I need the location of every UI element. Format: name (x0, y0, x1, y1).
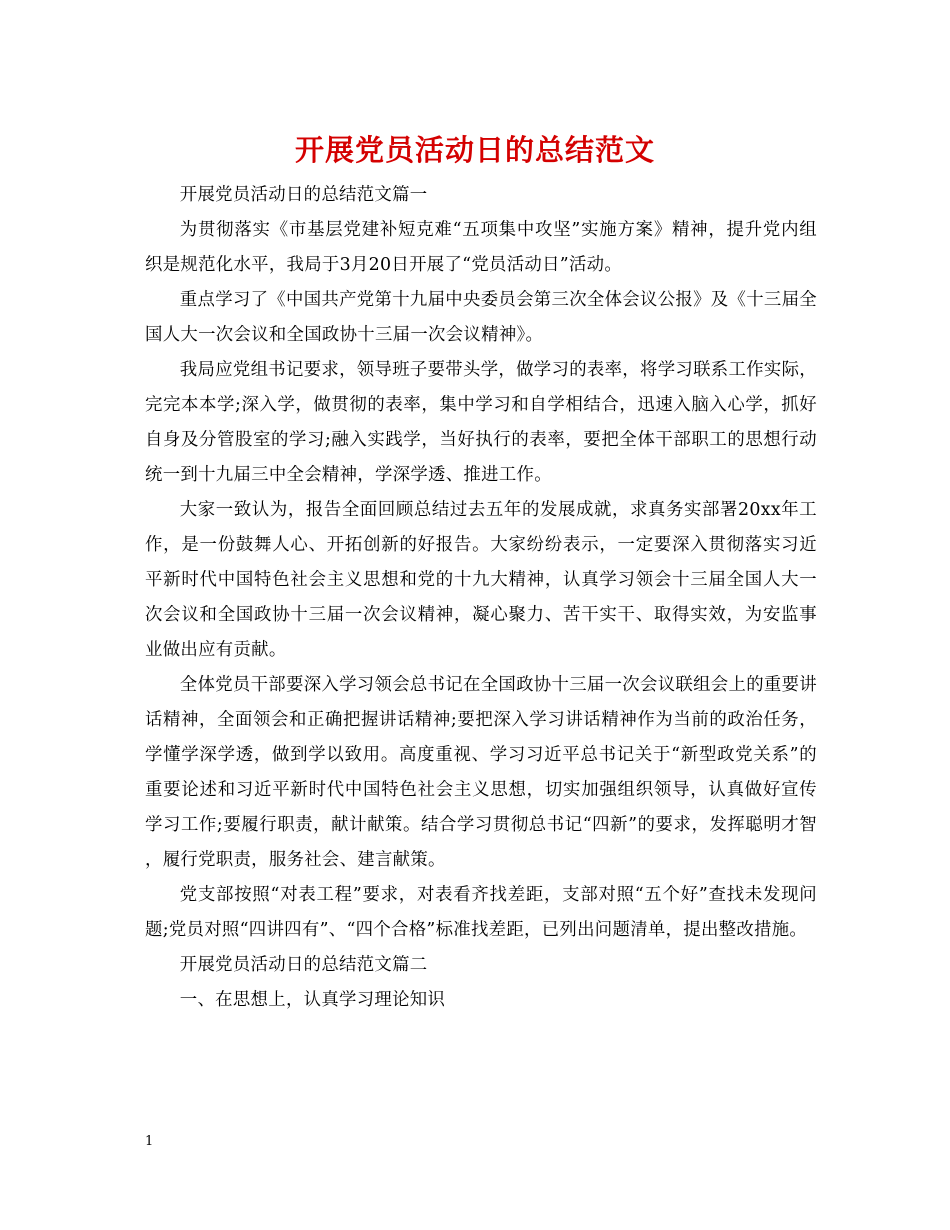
section-heading-2: 开展党员活动日的总结范文篇二 (179, 955, 428, 975)
document-title: 开展党员活动日的总结范文 (294, 133, 655, 167)
document-body (145, 178, 817, 1018)
paragraph: 党支部按照“对表工程”要求，对表看齐找差距，支部对照“五个好”查找未发现问题;党员对照“四讲四有”、“四个合格”标准找差距，已列出问题清单，提出整改措施。 (145, 885, 817, 940)
page-number: 1 (145, 1134, 154, 1149)
paragraph: 大家一致认为，报告全面回顾总结过去五年的发展成就，求真务实部署20xx年工作，是一份鼓舞人心、开拓创新的好报告。大家纷纷表示，一定要深入贯彻落实习近平新时代中国特色社会主义思想和党的十九大精神，认真学习领会十三届全国人大一次会议和全国政协十三届一次会议精神，凝心聚力、苦干实干、取得实效，为安监事业做出应有贡献。 (145, 500, 817, 660)
paragraph: 全体党员干部要深入学习领会总书记在全国政协十三届一次会议联组会上的重要讲话精神，全面领会和正确把握讲话精神;要把深入学习讲话精神作为当前的政治任务，学懂学深学透，做到学以致用。高度重视、学习习近平总书记关于“新型政党关系”的重要论述和习近平新时代中国特色社会主义思想，切实加强组织领导，认真做好宣传学习工作;要履行职责，献计献策。结合学习贯彻总书记“四新”的要求，发挥聪明才智，履行党职责，服务社会、建言献策。 (145, 675, 817, 870)
section-heading-1: 开展党员活动日的总结范文篇一 (179, 185, 428, 205)
paragraph: 一、在思想上，认真学习理论知识 (179, 990, 446, 1010)
paragraph: 重点学习了《中国共产党第十九届中央委员会第三次全体会议公报》及《十三届全国人大一次会议和全国政协十三届一次会议精神》。 (145, 290, 817, 345)
paragraph: 我局应党组书记要求，领导班子要带头学，做学习的表率，将学习联系工作实际，完完本本学;深入学，做贯彻的表率，集中学习和自学相结合，迅速入脑入心学，抓好自身及分管股室的学习;融入实践学，当好执行的表率，要把全体干部职工的思想行动统一到十九届三中全会精神，学深学透、推进工作。 (145, 360, 817, 485)
paragraph: 为贯彻落实《市基层党建补短克难“五项集中攻坚”实施方案》精神，提升党内组织是规范化水平，我局于3月20日开展了“党员活动日”活动。 (145, 220, 817, 275)
